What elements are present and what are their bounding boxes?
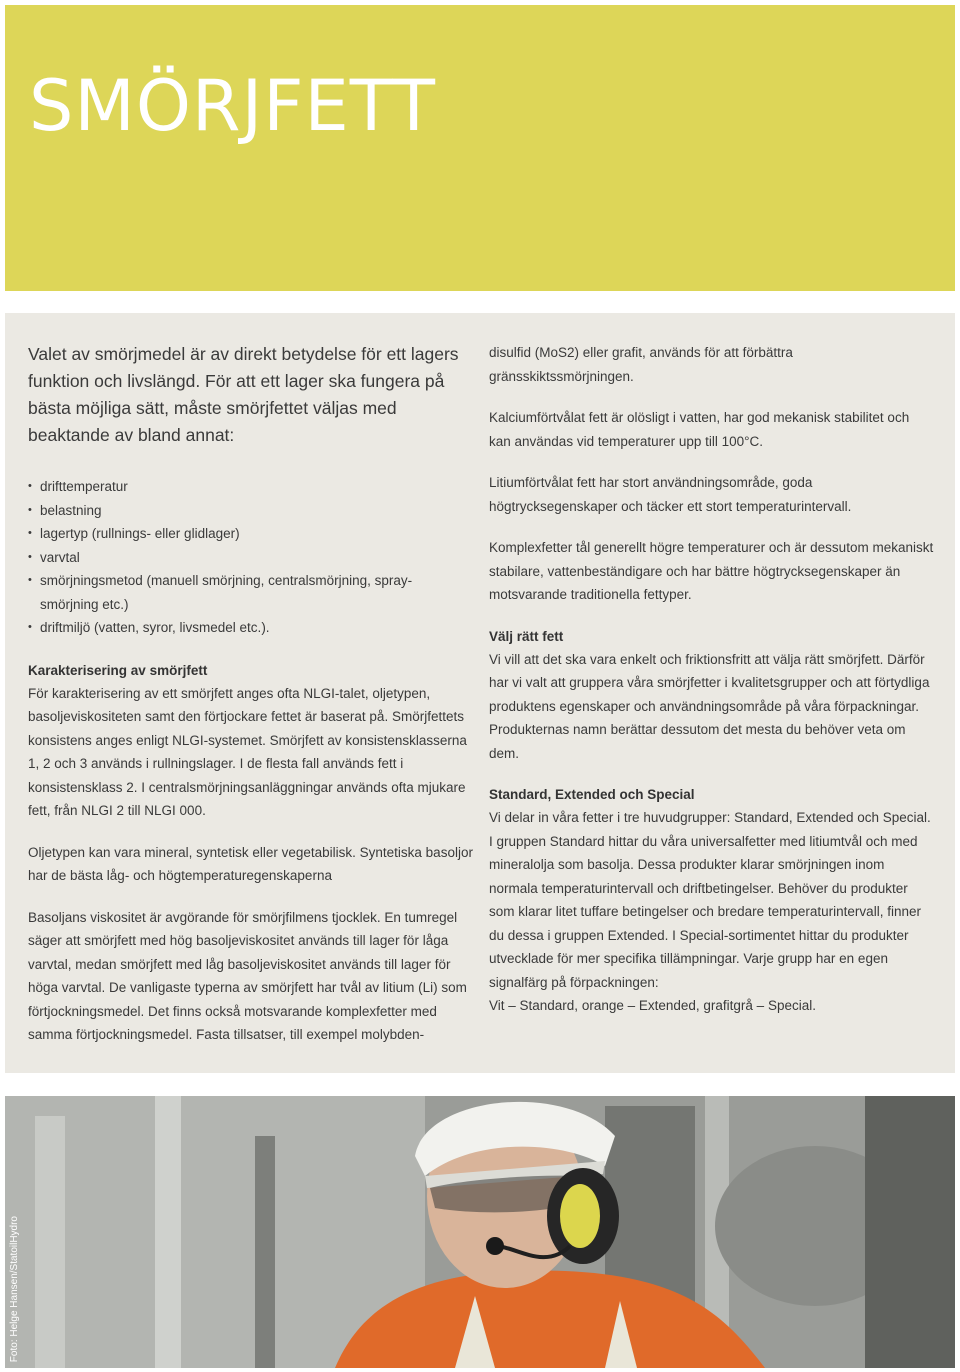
section-heading-valj-ratt-fett: Välj rätt fett — [489, 628, 564, 644]
list-item-line: smörjning etc.) — [40, 596, 129, 612]
paragraph: Oljetypen kan vara mineral, syntetisk eller vegetabilisk. Syntetiska basoljor har de bästa låg- och högtemperaturegenskaperna — [28, 844, 473, 883]
worker-photo-illustration — [5, 1096, 955, 1368]
left-column — [28, 341, 473, 1047]
list-item: • lagertyp (rullnings- eller glidlager) — [28, 522, 473, 546]
list-item: • driftmiljö (vatten, syror, livsmedel etc.). — [28, 616, 473, 640]
worker-photo — [5, 1096, 955, 1368]
title-banner — [5, 5, 955, 291]
factor-list — [28, 475, 473, 640]
intro-text: Valet av smörjmedel är av direkt betydelse för ett lagers funktion och livslängd. För att ett lager ska fungera på bästa möjliga sätt, måste smörjfettet väljas med beaktande av bland annat: — [28, 344, 459, 445]
paragraph: disulfid (MoS2) eller grafit, används för att förbättra gränsskiktssmörjningen. — [489, 345, 793, 384]
paragraph: Komplexfetter tål generellt högre temperaturer och är dessutom mekaniskt stabilare, vattenbeständigare och har bättre högtrycksegenskaper än motsvarande traditionella fettyper. — [489, 540, 934, 602]
right-column — [489, 341, 934, 1018]
list-item: • belastning — [28, 499, 473, 523]
paragraph: För karakterisering av ett smörjfett anges ofta NLGI-talet, oljetypen, basoljeviskositeten samt den förtjockare fettet är baserat på. Smörjfettets konsistens anges enligt NLGI-systemet. Smörjfett av konsistensklasserna 1, 2 och 3 används i rullningslager. I de flesta fall används fett i konsistensklass 2. I centralsmörjningsanläggningar används ofta mjukare fett, från NLGI 2 till NLGI 000. — [28, 685, 467, 818]
photo-credit: Foto: Helge Hansen/StatoilHydro — [9, 1215, 20, 1362]
paragraph: Basoljans viskositet är avgörande för smörjfilmens tjocklek. En tumregel säger att smörjfett med hög basoljeviskositet används till lager för låga varvtal, medan smörjfett med låg basoljeviskositet används till lager för höga varvtal. De vanligaste typerna av smörjfett har tvål av litium (Li) som förtjockningsmedel. Det finns också motsvarande komplexfetter med samma förtjockningsmedel. Fasta tillsatser, till exempel molybden- — [28, 909, 467, 1042]
list-item: • varvtal — [28, 546, 473, 570]
list-item-line: smörjningsmetod (manuell smörjning, centralsmörjning, spray- — [40, 573, 413, 588]
list-item: • drifttemperatur — [28, 475, 473, 499]
paragraph: Vi delar in våra fetter i tre huvudgrupper: Standard, Extended och Special. I gruppen Standard hittar du våra universalfetter med litiumtvål och med mineralolja som basolja. Dessa produkter klarar smörjningen inom normala temperaturintervall och driftbetingelser. Behöver du produkter som klarar litet tuffare betingelser och bredare temperaturintervall, finner du dessa i gruppen Extended. I Special-sortimentet hittar du produkter utvecklade för mer specifika tillämpningar. Varje grupp har en egen signalfärg på förpackningen: — [489, 810, 931, 990]
page-title: SMÖRJFETT — [29, 65, 436, 147]
list-item — [28, 569, 473, 616]
section-heading-standard-extended-special: Standard, Extended och Special — [489, 787, 695, 802]
section-heading-karakterisering: Karakterisering av smörjfett — [28, 662, 208, 678]
paragraph: Vit – Standard, orange – Extended, grafitgrå – Special. — [489, 998, 816, 1013]
paragraph: Litiumförtvålat fett har stort användningsområde, goda högtrycksegenskaper och täcker ett stort temperaturintervall. — [489, 475, 852, 514]
text-panel — [5, 313, 955, 1073]
paragraph: Vi vill att det ska vara enkelt och friktionsfritt att välja rätt smörjfett. Därför har vi valt att gruppera våra smörjfetter i kvalitetsgrupper och att förtydliga produktens egenskaper och användningsområde på våra förpackningar. Produkternas namn berättar dessutom det mesta du behöver veta om dem. — [489, 651, 930, 761]
paragraph: Kalciumförtvålat fett är olösligt i vatten, har god mekanisk stabilitet och kan användas vid temperaturer upp till 100°C. — [489, 410, 910, 449]
